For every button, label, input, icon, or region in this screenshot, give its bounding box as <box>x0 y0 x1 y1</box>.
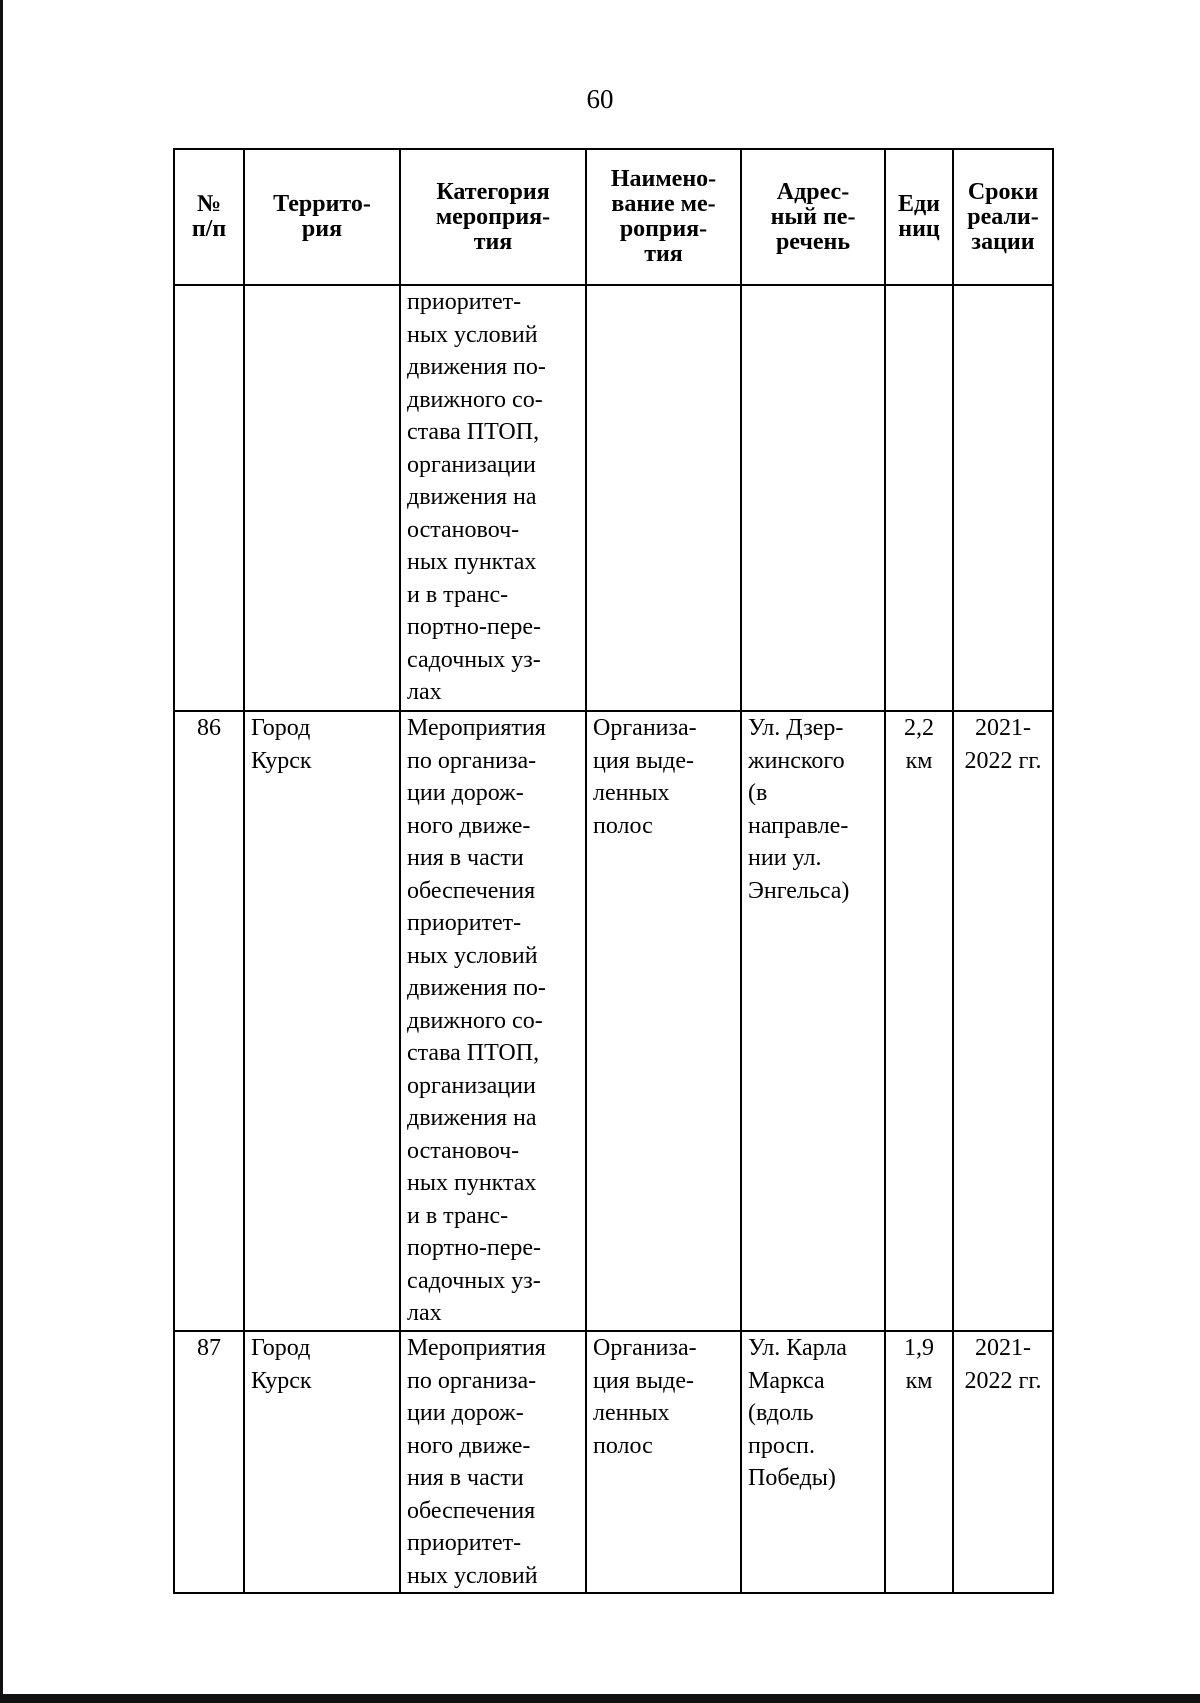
header-unit: Еди ниц <box>885 149 953 285</box>
cell-territory <box>244 285 400 711</box>
cell-category: Мероприятия по организа- ции дорож- ного движе- ния в части обеспечения приоритет- ных условий движения по- движного со- става ПТОП, организации движения на остановоч- ных пунктах и в транс- портно-пере- садочных уз- лах <box>400 711 586 1331</box>
cell-category: приоритет- ных условий движения по- движного со- става ПТОП, организации движения на остановоч- ных пунктах и в транс- портно-пере- садочных уз- лах <box>400 285 586 711</box>
table-row <box>174 1331 1053 1593</box>
header-category: Категория мероприя- тия <box>400 149 586 285</box>
header-term: Сроки реали- зации <box>953 149 1053 285</box>
cell-unit: 1,9 км <box>885 1331 953 1593</box>
table-header-row <box>174 149 1053 285</box>
cell-unit <box>885 285 953 711</box>
cell-territory: Город Курск <box>244 711 400 1331</box>
cell-category: Мероприятия по организа- ции дорож- ного движе- ния в части обеспечения приоритет- ных условий <box>400 1331 586 1593</box>
header-territory: Террито- рия <box>244 149 400 285</box>
header-address: Адрес- ный пе- речень <box>741 149 885 285</box>
page-number: 60 <box>586 84 614 114</box>
cell-number: 87 <box>174 1331 244 1593</box>
cell-term <box>953 285 1053 711</box>
cell-name <box>586 285 741 711</box>
cell-term: 2021- 2022 гг. <box>953 1331 1053 1593</box>
cell-number <box>174 285 244 711</box>
scan-bottom-edge <box>0 1694 1200 1703</box>
cell-address: Ул. Дзер- жинского (в направле- нии ул. Энгельса) <box>741 711 885 1331</box>
table-row <box>174 711 1053 1331</box>
table-row <box>174 285 1053 711</box>
cell-territory: Город Курск <box>244 1331 400 1593</box>
cell-unit: 2,2 км <box>885 711 953 1331</box>
header-name: Наимено- вание ме- роприя- тия <box>586 149 741 285</box>
header-number: № п/п <box>174 149 244 285</box>
cell-address: Ул. Карла Маркса (вдоль просп. Победы) <box>741 1331 885 1593</box>
scan-left-edge <box>0 0 3 1703</box>
cell-name: Организа- ция выде- ленных полос <box>586 711 741 1331</box>
measures-table <box>173 148 1054 1594</box>
cell-term: 2021- 2022 гг. <box>953 711 1053 1331</box>
cell-address <box>741 285 885 711</box>
cell-number: 86 <box>174 711 244 1331</box>
cell-name: Организа- ция выде- ленных полос <box>586 1331 741 1593</box>
